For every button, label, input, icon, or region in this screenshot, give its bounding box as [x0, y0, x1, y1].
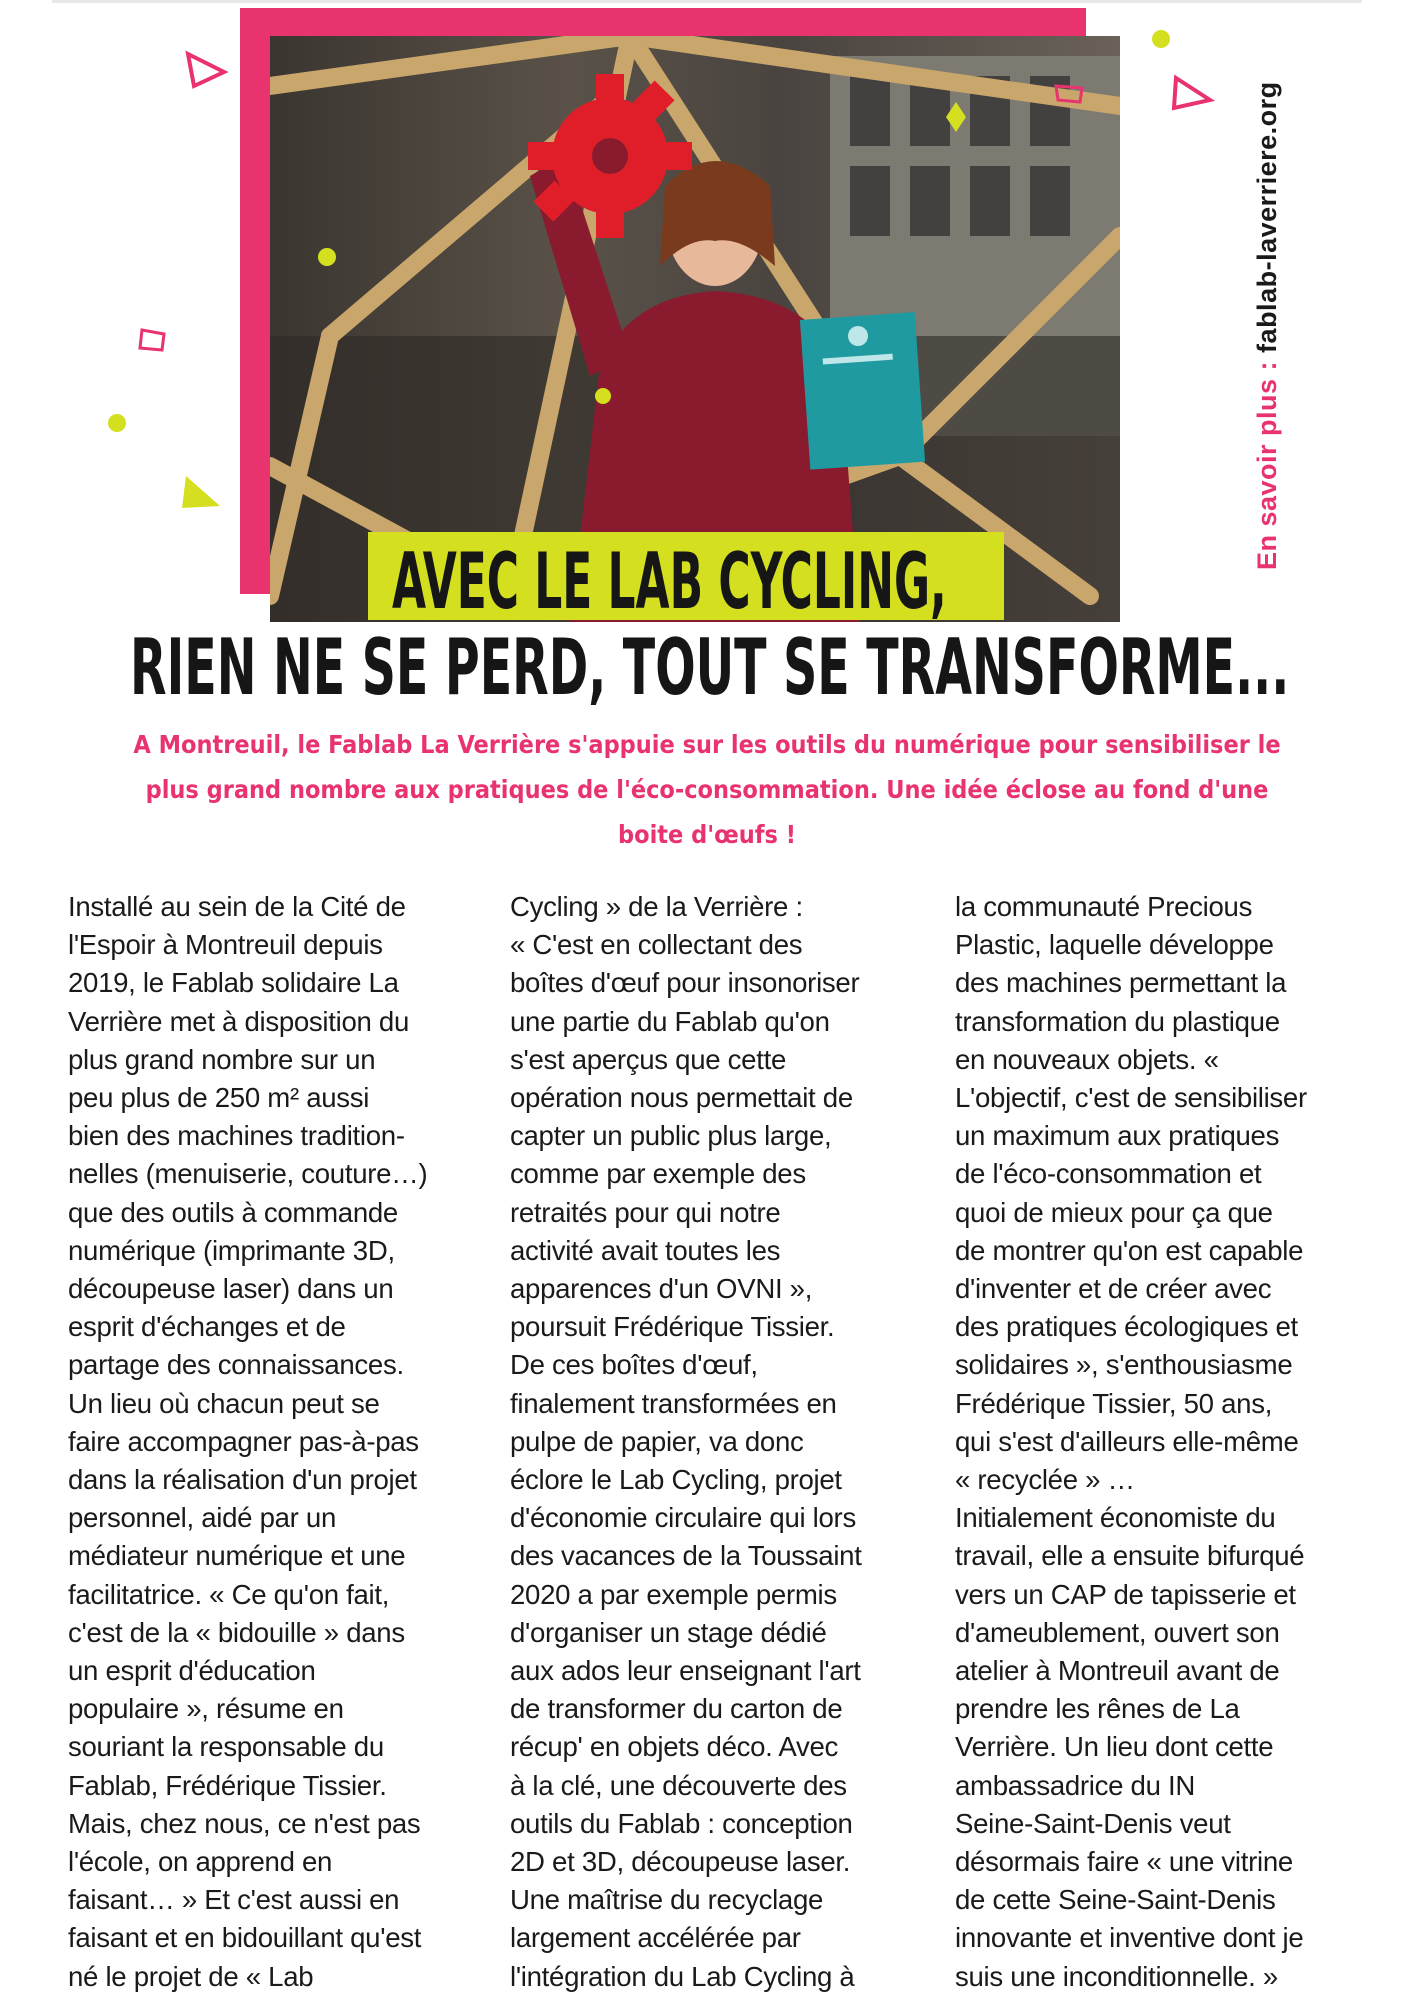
- article-line: ambassadrice du IN: [955, 1769, 1195, 1801]
- article-line: un esprit d'éducation: [68, 1655, 316, 1687]
- article-line: des machines permettant la: [955, 967, 1287, 999]
- article-line: la communauté Precious: [955, 891, 1253, 922]
- article-line: plus grand nombre sur un: [68, 1043, 376, 1075]
- pin-badge: [595, 388, 611, 404]
- article-line: en nouveaux objets. «: [955, 1043, 1219, 1075]
- article-line: faire accompagner pas-à-pas: [68, 1425, 419, 1457]
- article-line: de l'éco-consommation et: [955, 1158, 1262, 1190]
- article-line: comme par exemple des: [510, 1158, 806, 1190]
- lede-paragraph: [62, 722, 1352, 857]
- article-line: atelier à Montreuil avant de: [955, 1655, 1280, 1687]
- lede-line: A Montreuil, le Fablab La Verrière s'appuie sur les outils du numérique pour sensibiliser le: [133, 730, 1281, 759]
- article-line: c'est de la « bidouille » dans: [68, 1616, 405, 1648]
- article-line: opération nous permettait de: [510, 1082, 853, 1114]
- article-line: Verrière met à disposition du: [68, 1005, 410, 1037]
- article-line: travail, elle a ensuite bifurqué: [955, 1540, 1305, 1572]
- article-line: médiateur numérique et une: [68, 1540, 406, 1572]
- article-line: qui s'est d'ailleurs elle-même: [955, 1425, 1299, 1457]
- article-line: quoi de mieux pour ça que: [955, 1196, 1273, 1228]
- pink-triangle-icon: [1170, 74, 1216, 114]
- article-line: faisant et en bidouillant qu'est: [68, 1922, 422, 1954]
- article-line: « C'est en collectant des: [510, 929, 803, 961]
- article-line: poursuit Frédérique Tissier.: [510, 1311, 835, 1343]
- article-line: partage des connaissances.: [68, 1349, 404, 1381]
- headline-line-2: RIEN NE SE PERD, TOUT SE TRANSFORME...: [130, 622, 1290, 713]
- article-line: De ces boîtes d'œuf,: [510, 1349, 758, 1381]
- article-line: l'école, on apprend en: [68, 1846, 333, 1878]
- article-line: suis une inconditionnelle. »: [955, 1960, 1278, 1992]
- pink-diamond-icon: [136, 326, 168, 354]
- article-line: récup' en objets déco. Avec: [510, 1731, 839, 1763]
- article-line: un maximum aux pratiques: [955, 1120, 1280, 1152]
- article-line: Plastic, laquelle développe: [955, 929, 1274, 961]
- article-line: bien des machines tradition-: [68, 1120, 405, 1152]
- article-line: s'est aperçus que cette: [510, 1043, 787, 1075]
- article-line: des vacances de la Toussaint: [510, 1540, 862, 1572]
- article-line: de cette Seine-Saint-Denis: [955, 1884, 1276, 1916]
- article-line: des pratiques écologiques et: [955, 1311, 1298, 1343]
- article-line: d'ameublement, ouvert son: [955, 1616, 1280, 1648]
- article-line: Mais, chez nous, ce n'est pas: [68, 1807, 421, 1839]
- article-line: l'intégration du Lab Cycling à: [510, 1960, 855, 1992]
- article-line: d'inventer et de créer avec: [955, 1273, 1272, 1305]
- article-line: découpeuse laser) dans un: [68, 1273, 394, 1305]
- article-line: Verrière. Un lieu dont cette: [955, 1731, 1274, 1763]
- article-line: « recyclée » …: [955, 1464, 1135, 1496]
- top-rule: [52, 0, 1362, 3]
- article-line: de montrer qu'on est capable: [955, 1234, 1304, 1266]
- article-line: largement accélérée par: [510, 1922, 801, 1954]
- article-line: d'organiser un stage dédié: [510, 1616, 827, 1648]
- article-column-2: [510, 888, 930, 1996]
- pink-triangle-icon: [184, 50, 228, 90]
- article-line: esprit d'échanges et de: [68, 1311, 346, 1343]
- lime-diamond-icon: [944, 100, 968, 134]
- lime-dot-icon: [316, 246, 338, 268]
- article-line: à la clé, une découverte des: [510, 1769, 847, 1801]
- lede-line: boite d'œufs !: [618, 820, 796, 849]
- article-line: faisant… » Et c'est aussi en: [68, 1884, 400, 1916]
- article-line: l'Espoir à Montreuil depuis: [68, 929, 383, 961]
- learn-more-label: En savoir plus :: [1252, 352, 1282, 570]
- article-line: souriant la responsable du: [68, 1731, 384, 1763]
- article-line: désormais faire « une vitrine: [955, 1846, 1293, 1878]
- article-line: solidaires », s'enthousiasme: [955, 1349, 1293, 1381]
- headline-line-1: AVEC LE LAB CYCLING,: [392, 536, 947, 627]
- article-line: vers un CAP de tapisserie et: [955, 1578, 1296, 1610]
- article-line: Initialement économiste du: [955, 1502, 1276, 1534]
- article-line: 2019, le Fablab solidaire La: [68, 967, 399, 999]
- article-line: prendre les rênes de La: [955, 1693, 1240, 1725]
- article-line: finalement transformées en: [510, 1387, 837, 1419]
- article-line: 2020 a par exemple permis: [510, 1578, 837, 1610]
- lime-triangle-icon: [180, 474, 224, 512]
- article-line: facilitatrice. « Ce qu'on fait,: [68, 1578, 390, 1610]
- pink-diamond-icon: [1052, 82, 1086, 106]
- article-line: innovante et inventive dont je: [955, 1922, 1304, 1954]
- article-column-3: [955, 888, 1375, 1996]
- article-line: peu plus de 250 m² aussi: [68, 1082, 370, 1114]
- article-line: L'objectif, c'est de sensibiliser: [955, 1082, 1307, 1114]
- article-line: 2D et 3D, découpeuse laser.: [510, 1846, 851, 1878]
- article-line: outils du Fablab : conception: [510, 1807, 853, 1839]
- article-line: activité avait toutes les: [510, 1234, 781, 1266]
- article-line: Un lieu où chacun peut se: [68, 1387, 380, 1419]
- article-line: personnel, aidé par un: [68, 1502, 337, 1534]
- website-url[interactable]: fablab-laverriere.org: [1252, 81, 1282, 353]
- article-line: dans la réalisation d'un projet: [68, 1464, 417, 1496]
- article-line: éclore le Lab Cycling, projet: [510, 1464, 842, 1496]
- lede-line: plus grand nombre aux pratiques de l'éco-consommation. Une idée éclose au fond d'une: [145, 775, 1269, 804]
- article-line: Seine-Saint-Denis veut: [955, 1807, 1231, 1839]
- article-line: Frédérique Tissier, 50 ans,: [955, 1387, 1273, 1419]
- learn-more-link[interactable]: [1252, 50, 1288, 570]
- article-line: numérique (imprimante 3D,: [68, 1234, 395, 1266]
- article-line: pulpe de papier, va donc: [510, 1425, 804, 1457]
- article-line: retraités pour qui notre: [510, 1196, 781, 1228]
- article-line: une partie du Fablab qu'on: [510, 1005, 830, 1037]
- article-line: nelles (menuiserie, couture…): [68, 1158, 428, 1190]
- article-line: Installé au sein de la Cité de: [68, 891, 406, 922]
- article-line: transformation du plastique: [955, 1005, 1280, 1037]
- article-line: né le projet de « Lab: [68, 1960, 314, 1992]
- article-line: capter un public plus large,: [510, 1120, 832, 1152]
- lime-dot-icon: [106, 412, 128, 434]
- article-line: Fablab, Frédérique Tissier.: [68, 1769, 387, 1801]
- article-line: d'économie circulaire qui lors: [510, 1502, 856, 1534]
- article-line: Une maîtrise du recyclage: [510, 1884, 824, 1916]
- article-line: Cycling » de la Verrière :: [510, 891, 803, 922]
- article-column-1: [68, 888, 488, 1996]
- article-line: populaire », résume en: [68, 1693, 344, 1725]
- lime-dot-icon: [1150, 28, 1172, 50]
- article-line: que des outils à commande: [68, 1196, 398, 1228]
- article-line: de transformer du carton de: [510, 1693, 843, 1725]
- article-line: aux ados leur enseignant l'art: [510, 1655, 861, 1687]
- article-line: boîtes d'œuf pour insonoriser: [510, 967, 860, 999]
- article-line: apparences d'un OVNI »,: [510, 1273, 813, 1305]
